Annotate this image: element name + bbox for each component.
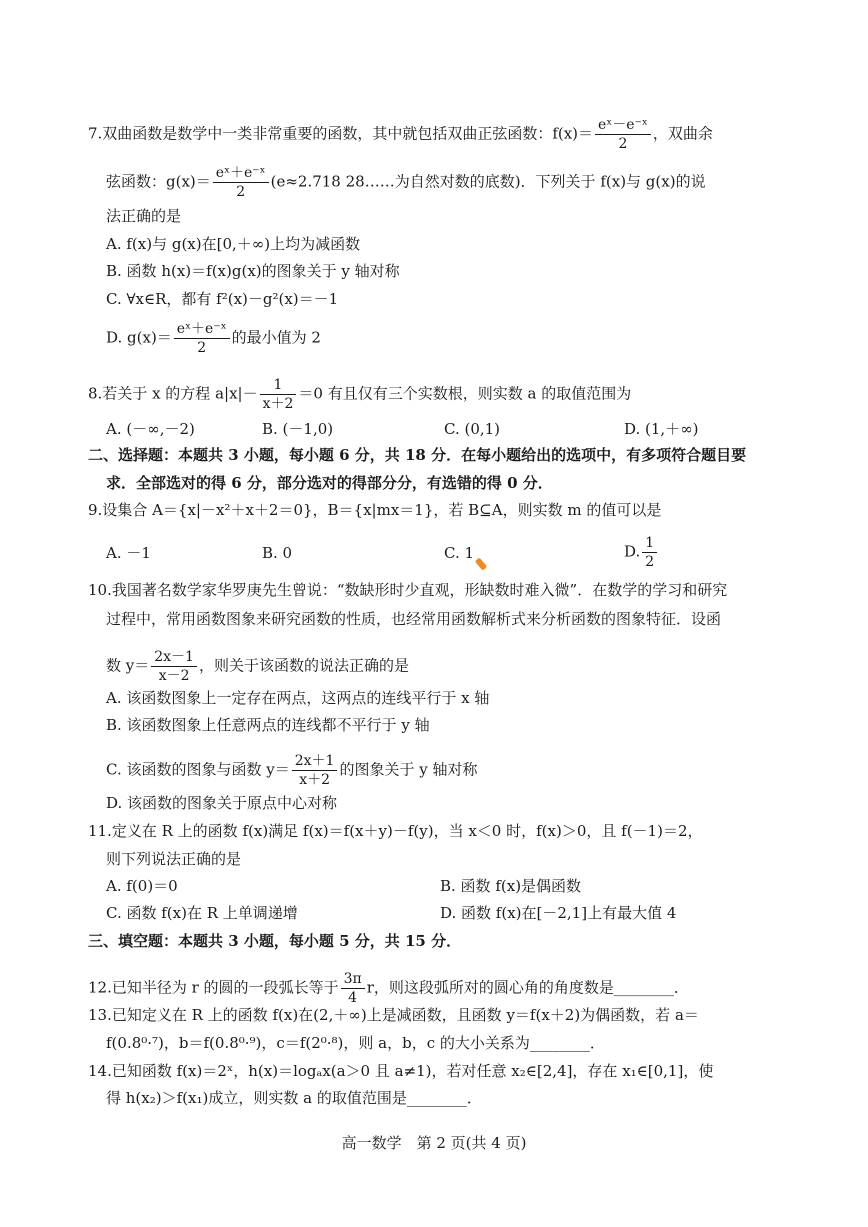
q9-option-d-fraction (642, 534, 657, 571)
q10-option-d: D. 该函数的图象关于原点中心对称 (106, 794, 338, 812)
q10-option-c-start: C. 该函数的图象与函数 y＝ (106, 760, 290, 779)
q7-line3: 法正确的是 (106, 207, 182, 225)
q10-option-c-num: 2x＋1 (292, 752, 338, 771)
q10-option-b: B. 该函数图象上任意两点的连线都不平行于 y 轴 (106, 716, 430, 734)
q9-option-d-label: D. (624, 542, 641, 561)
q9-option-d (624, 534, 659, 571)
q10-option-a: A. 该函数图象上一定存在两点，这两点的连线平行于 x 轴 (106, 689, 490, 707)
q8-stem-end: ＝0 有且仅有三个实数根，则实数 a 的取值范围为 (298, 384, 632, 403)
q8-stem-start: 8.若关于 x 的方程 a|x|－ (88, 384, 258, 403)
section2-heading-line1: 二、选择题：本题共 3 小题，每小题 6 分，共 18 分．在每小题给出的选项中，有多项符合题目要 (88, 446, 747, 464)
q12-fraction (341, 970, 365, 1007)
q13-line2: f(0.8⁰·⁷)，b＝f(0.8⁰·⁹)，c＝f(2⁰·⁸)，则 a，b，c 的大小关系为________． (106, 1034, 605, 1052)
q7-option-d (106, 320, 321, 357)
q10-option-c-end: 的图象关于 y 轴对称 (339, 760, 478, 779)
q7-option-c: C. ∀x∈R，都有 f²(x)－g²(x)＝－1 (106, 290, 339, 308)
q12-stem-end: r，则这段弧所对的圆心角的角度数是________． (366, 978, 689, 997)
q10-line1: 10.我国著名数学家华罗庚先生曾说：“数缺形时少直观，形缺数时难入微”．在数学的学习和研究 (88, 581, 728, 599)
q13-line1: 13.已知定义在 R 上的函数 f(x)在(2,＋∞)上是减函数，且函数 y＝f(x＋2)为偶函数，若 a＝ (88, 1006, 699, 1024)
q7-line2-start: 弦函数：g(x)＝ (106, 172, 211, 191)
q10-option-c-den: x＋2 (299, 772, 330, 788)
section3-heading: 三、填空题：本题共 3 小题，每小题 5 分，共 15 分． (88, 932, 462, 950)
q8-fraction (260, 376, 297, 413)
q7-line2 (106, 164, 706, 201)
q11-option-a: A. f(0)＝0 (106, 877, 178, 895)
q12-stem (88, 970, 689, 1007)
q7-option-d-num: eˣ＋e⁻ˣ (174, 320, 230, 339)
q8-option-b: B. (－1,0) (262, 420, 334, 438)
q7-option-d-den: 2 (197, 340, 207, 356)
q14-line2: 得 h(x₂)＞f(x₁)成立，则实数 a 的取值范围是________． (106, 1089, 482, 1107)
q10-line3-start: 数 y＝ (106, 656, 150, 675)
q10-option-c-fraction (292, 752, 338, 789)
q7-f-num: eˣ－e⁻ˣ (595, 116, 651, 135)
q10-fraction (151, 648, 197, 685)
q10-frac-num: 2x－1 (151, 648, 197, 667)
q8-option-a: A. (－∞,－2) (106, 420, 195, 438)
q8-option-c: C. (0,1) (444, 420, 501, 438)
q7-option-a: A. f(x)与 g(x)在[0,＋∞)上均为减函数 (106, 235, 361, 253)
q10-line2: 过程中，常用函数图象来研究函数的性质，也经常用函数解析式来分析函数的图象特征．设函 (106, 610, 722, 628)
q7-option-d-start: D. g(x)＝ (106, 328, 172, 347)
q7-option-b: B. 函数 h(x)＝f(x)g(x)的图象关于 y 轴对称 (106, 262, 400, 280)
q7-option-d-end: 的最小值为 2 (231, 328, 321, 347)
q7-option-d-fraction (174, 320, 230, 357)
q7-line1 (88, 116, 713, 153)
q10-line3-end: ，则关于该函数的说法正确的是 (198, 656, 409, 675)
q7-g-num: eˣ＋e⁻ˣ (213, 164, 269, 183)
q11-line1: 11.定义在 R 上的函数 f(x)满足 f(x)＝f(x＋y)－f(y)，当 x＜0 时，f(x)＞0，且 f(－1)＝2， (88, 822, 703, 840)
q8-stem (88, 376, 631, 413)
q12-frac-den: 4 (348, 990, 358, 1006)
q7-g-fraction (213, 164, 269, 201)
q7-line1-end: ，双曲余 (652, 124, 713, 143)
q14-line1: 14.已知函数 f(x)＝2ˣ，h(x)＝logₐx(a＞0 且 a≠1)，若对任意 x₂∈[2,4]，存在 x₁∈[0,1]，使 (88, 1062, 714, 1080)
q9-option-b: B. 0 (262, 544, 293, 562)
q8-option-d: D. (1,＋∞) (624, 420, 699, 438)
q9-option-d-num: 1 (642, 534, 657, 553)
page-footer: 高一数学 第 2 页(共 4 页) (341, 1134, 527, 1152)
q8-frac-den: x＋2 (262, 396, 294, 412)
pen-mark (475, 557, 487, 570)
q10-line3 (106, 648, 409, 685)
q7-f-fraction (595, 116, 651, 153)
q7-line2-end: (e≈2.718 28……为自然对数的底数)．下列关于 f(x)与 g(x)的说 (270, 172, 706, 191)
q9-stem: 9.设集合 A＝{x|－x²＋x＋2＝0}，B＝{x|mx＝1}，若 B⊆A，则实数 m 的值可以是 (88, 501, 662, 519)
q10-frac-den: x－2 (158, 668, 190, 684)
q11-option-b: B. 函数 f(x)是偶函数 (440, 877, 582, 895)
q9-option-d-den: 2 (645, 554, 655, 570)
q7-g-den: 2 (236, 184, 246, 200)
q8-frac-num: 1 (260, 376, 297, 395)
q9-option-c: C. 1 (444, 544, 475, 562)
q11-option-c: C. 函数 f(x)在 R 上单调递增 (106, 904, 298, 922)
q7-line1-text: 7.双曲函数是数学中一类非常重要的函数，其中就包括双曲正弦函数：f(x)＝ (88, 124, 594, 143)
q11-line2: 则下列说法正确的是 (106, 850, 242, 868)
q12-stem-start: 12.已知半径为 r 的圆的一段弧长等于 (88, 978, 339, 997)
q12-frac-num: 3π (341, 970, 365, 989)
q7-f-den: 2 (618, 136, 628, 152)
q11-option-d: D. 函数 f(x)在[－2,1]上有最大值 4 (440, 904, 677, 922)
section2-heading-line2: 求．全部选对的得 6 分，部分选对的得部分分，有选错的得 0 分． (106, 474, 553, 492)
q9-option-a: A. －1 (106, 544, 151, 562)
q10-option-c (106, 752, 477, 789)
